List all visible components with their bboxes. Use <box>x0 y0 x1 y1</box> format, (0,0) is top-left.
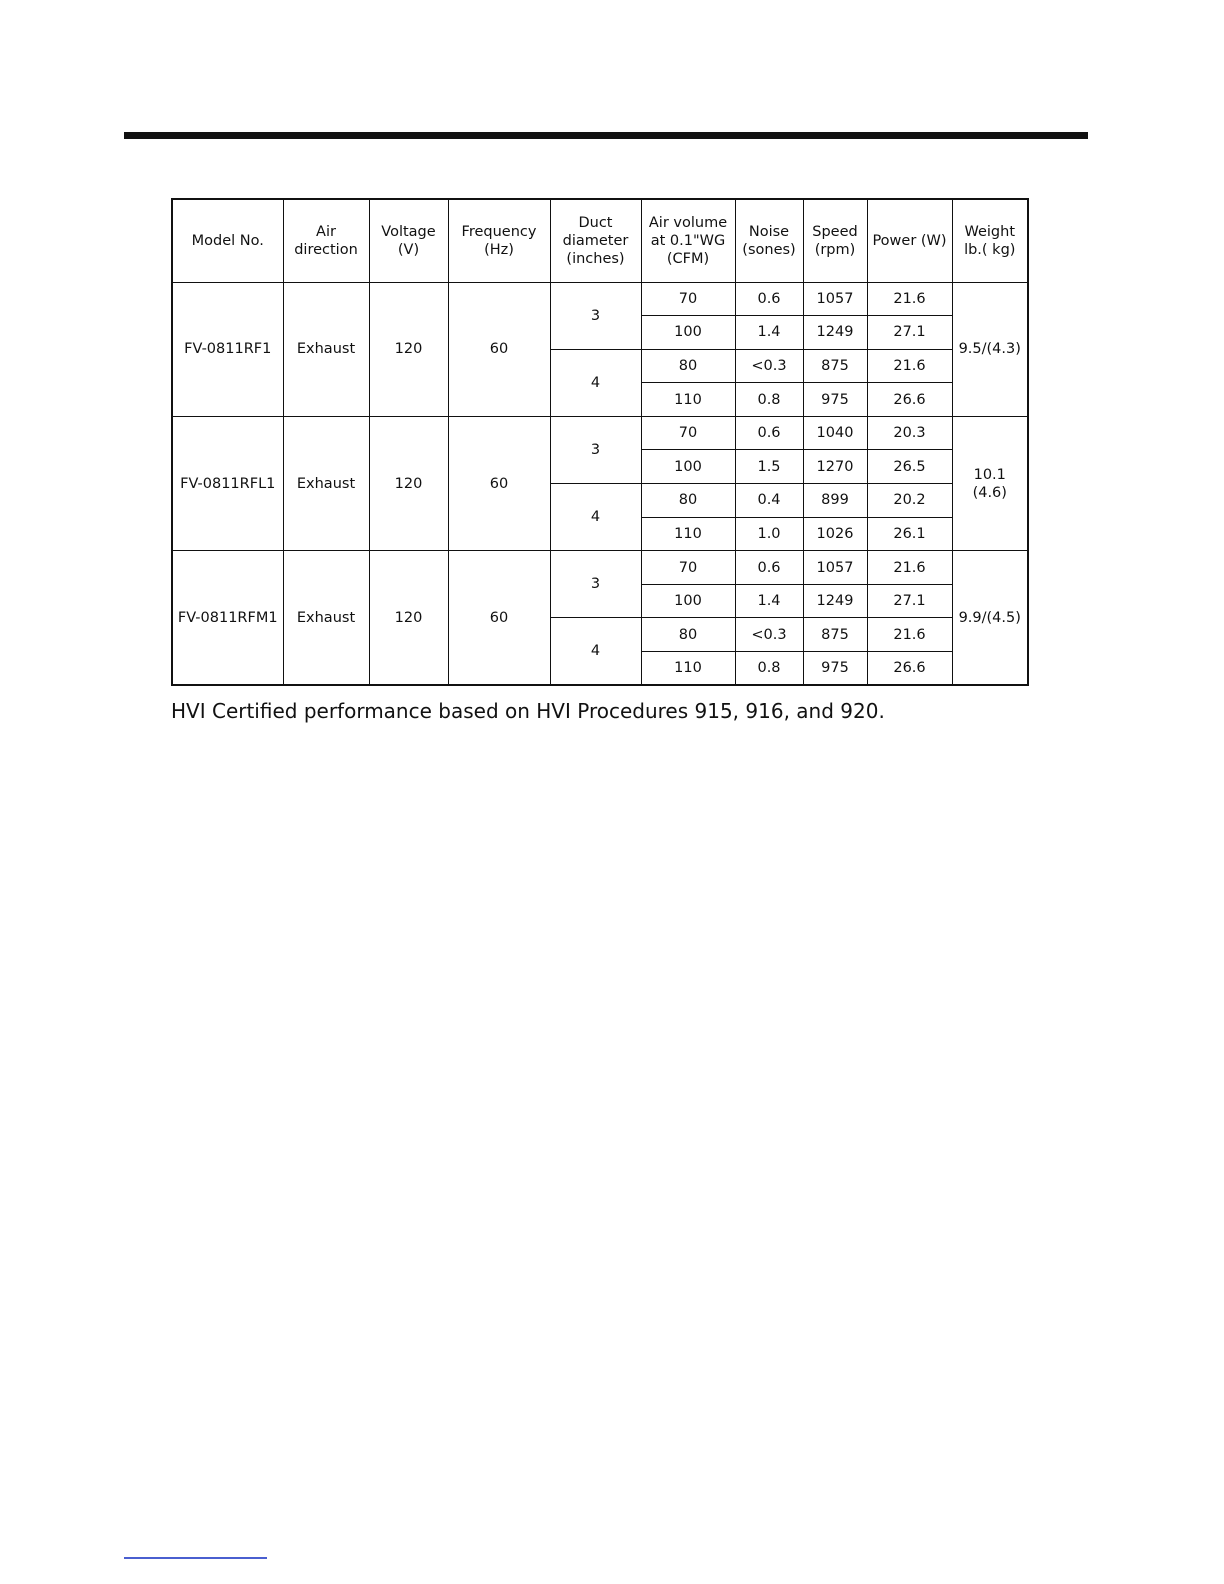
top-rule <box>124 132 1088 139</box>
speed-cell: 1026 <box>803 517 867 551</box>
header-noise: Noise (sones) <box>735 199 803 282</box>
power-cell: 21.6 <box>867 349 952 383</box>
cfm-cell: 100 <box>641 316 735 350</box>
header-air-volume: Air volume at 0.1"WG (CFM) <box>641 199 735 282</box>
power-cell: 21.6 <box>867 282 952 316</box>
noise-cell: 0.4 <box>735 484 803 518</box>
header-speed: Speed (rpm) <box>803 199 867 282</box>
speed-cell: 975 <box>803 383 867 417</box>
direction-cell: Exhaust <box>283 282 369 416</box>
speed-cell: 975 <box>803 652 867 686</box>
cfm-cell: 80 <box>641 618 735 652</box>
cfm-cell: 80 <box>641 349 735 383</box>
model-cell: FV-0811RF1 <box>172 282 283 416</box>
noise-cell: 0.6 <box>735 551 803 585</box>
speed-cell: 875 <box>803 618 867 652</box>
weight-cell: 9.5/(4.3) <box>952 282 1028 416</box>
noise-cell: <0.3 <box>735 349 803 383</box>
header-weight: Weight lb.( kg) <box>952 199 1028 282</box>
table-row <box>172 416 1028 450</box>
voltage-cell: 120 <box>369 551 448 685</box>
speed-cell: 1249 <box>803 584 867 618</box>
noise-cell: 0.6 <box>735 282 803 316</box>
speed-cell: 1249 <box>803 316 867 350</box>
duct-cell: 3 <box>550 282 641 349</box>
speed-cell: 875 <box>803 349 867 383</box>
cfm-cell: 70 <box>641 416 735 450</box>
model-cell: FV-0811RFL1 <box>172 416 283 550</box>
speed-cell: 1040 <box>803 416 867 450</box>
power-cell: 26.6 <box>867 383 952 417</box>
table-row <box>172 282 1028 316</box>
power-cell: 27.1 <box>867 584 952 618</box>
voltage-cell: 120 <box>369 416 448 550</box>
duct-cell: 3 <box>550 551 641 618</box>
cfm-cell: 110 <box>641 517 735 551</box>
header-duct-diameter: Duct diameter (inches) <box>550 199 641 282</box>
cfm-cell: 70 <box>641 551 735 585</box>
power-cell: 21.6 <box>867 618 952 652</box>
noise-cell: 0.8 <box>735 383 803 417</box>
cfm-cell: 110 <box>641 383 735 417</box>
speed-cell: 1270 <box>803 450 867 484</box>
noise-cell: 0.6 <box>735 416 803 450</box>
speed-cell: 1057 <box>803 551 867 585</box>
power-cell: 20.3 <box>867 416 952 450</box>
header-row <box>172 199 1028 282</box>
frequency-cell: 60 <box>448 282 550 416</box>
spec-table <box>171 198 1029 686</box>
power-cell: 20.2 <box>867 484 952 518</box>
power-cell: 26.1 <box>867 517 952 551</box>
power-cell: 21.6 <box>867 551 952 585</box>
direction-cell: Exhaust <box>283 551 369 685</box>
footnote: HVI Certified performance based on HVI Procedures 915, 916, and 920. <box>171 699 885 723</box>
duct-cell: 4 <box>550 618 641 685</box>
duct-cell: 4 <box>550 349 641 416</box>
cfm-cell: 80 <box>641 484 735 518</box>
power-cell: 27.1 <box>867 316 952 350</box>
power-cell: 26.5 <box>867 450 952 484</box>
noise-cell: 1.4 <box>735 584 803 618</box>
header-model: Model No. <box>172 199 283 282</box>
voltage-cell: 120 <box>369 282 448 416</box>
weight-cell: 10.1 (4.6) <box>952 416 1028 550</box>
noise-cell: <0.3 <box>735 618 803 652</box>
weight-cell: 9.9/(4.5) <box>952 551 1028 685</box>
frequency-cell: 60 <box>448 551 550 685</box>
table-row <box>172 551 1028 585</box>
noise-cell: 1.4 <box>735 316 803 350</box>
noise-cell: 0.8 <box>735 652 803 686</box>
cfm-cell: 110 <box>641 652 735 686</box>
header-air-direction: Air direction <box>283 199 369 282</box>
header-voltage: Voltage (V) <box>369 199 448 282</box>
model-cell: FV-0811RFM1 <box>172 551 283 685</box>
header-frequency: Frequency (Hz) <box>448 199 550 282</box>
direction-cell: Exhaust <box>283 416 369 550</box>
speed-cell: 899 <box>803 484 867 518</box>
duct-cell: 3 <box>550 416 641 483</box>
duct-cell: 4 <box>550 484 641 551</box>
frequency-cell: 60 <box>448 416 550 550</box>
noise-cell: 1.5 <box>735 450 803 484</box>
header-power: Power (W) <box>867 199 952 282</box>
cfm-cell: 100 <box>641 450 735 484</box>
power-cell: 26.6 <box>867 652 952 686</box>
cfm-cell: 70 <box>641 282 735 316</box>
speed-cell: 1057 <box>803 282 867 316</box>
noise-cell: 1.0 <box>735 517 803 551</box>
cfm-cell: 100 <box>641 584 735 618</box>
footer-line <box>124 1557 267 1559</box>
